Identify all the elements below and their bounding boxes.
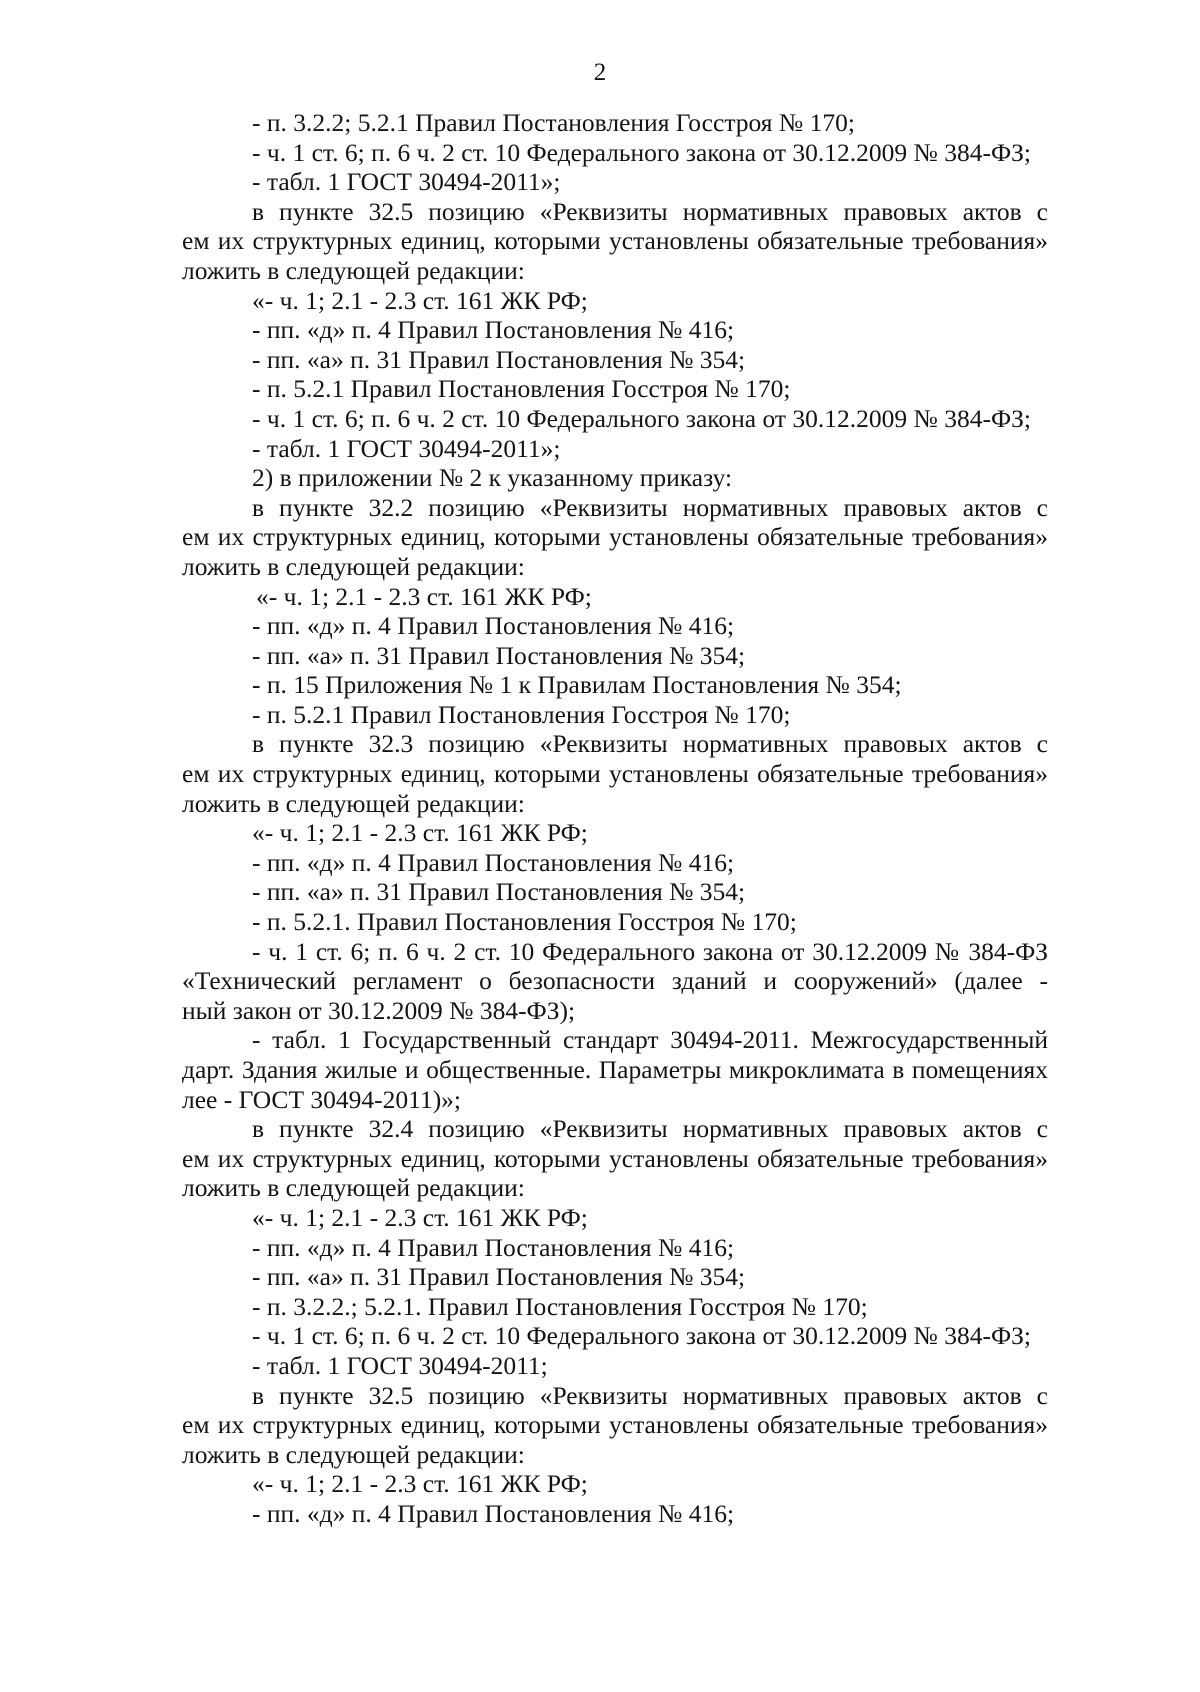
text-line: - пп. «д» п. 4 Правил Постановления № 416; bbox=[252, 611, 735, 641]
text-line: ем их структурных единиц, которыми установлены обязательные требования» bbox=[182, 759, 1048, 789]
text-line: лее - ГОСТ 30494-2011)»; bbox=[182, 1084, 462, 1114]
text-line: «- ч. 1; 2.1 - 2.3 ст. 161 ЖК РФ; bbox=[252, 818, 588, 848]
text-line: - табл. 1 ГОСТ 30494-2011; bbox=[252, 1350, 548, 1380]
text-line: ложить в следующей редакции: bbox=[182, 255, 525, 285]
text-line: ложить в следующей редакции: bbox=[182, 1439, 525, 1469]
text-line: - пп. «д» п. 4 Правил Постановления № 416; bbox=[252, 847, 735, 877]
text-line: - пп. «а» п. 31 Правил Постановления № 354; bbox=[252, 1262, 746, 1292]
text-line: «- ч. 1; 2.1 - 2.3 ст. 161 ЖК РФ; bbox=[252, 1469, 588, 1499]
text-line: - п. 5.2.1. Правил Постановления Госстроя № 170; bbox=[252, 907, 797, 937]
text-line: дарт. Здания жилые и общественные. Параметры микроклимата в помещениях bbox=[182, 1055, 1048, 1084]
text-line: - п. 5.2.1 Правил Постановления Госстроя № 170; bbox=[252, 699, 791, 729]
text-line: ный закон от 30.12.2009 № 384-ФЗ); bbox=[182, 995, 576, 1025]
document-body bbox=[182, 108, 1048, 1529]
text-line: ем их структурных единиц, которыми установлены обязательные требования» bbox=[182, 226, 1048, 256]
text-line: в пункте 32.4 позицию «Реквизиты нормативных правовых актов с bbox=[252, 1114, 1048, 1144]
text-line: «Технический регламент о безопасности зданий и сооружений» (далее - bbox=[182, 966, 1048, 996]
text-line: - ч. 1 ст. 6; п. 6 ч. 2 ст. 10 Федерального закона от 30.12.2009 № 384-ФЗ; bbox=[252, 1321, 1031, 1351]
text-line: «- ч. 1; 2.1 - 2.3 ст. 161 ЖК РФ; bbox=[256, 581, 592, 611]
text-line: - ч. 1 ст. 6; п. 6 ч. 2 ст. 10 Федерального закона от 30.12.2009 № 384-ФЗ; bbox=[252, 137, 1031, 167]
text-line: «- ч. 1; 2.1 - 2.3 ст. 161 ЖК РФ; bbox=[252, 285, 588, 315]
text-line: - пп. «а» п. 31 Правил Постановления № 354; bbox=[252, 877, 746, 907]
text-line: ложить в следующей редакции: bbox=[182, 551, 525, 581]
text-line: ложить в следующей редакции: bbox=[182, 788, 525, 818]
text-line: 2) в приложении № 2 к указанному приказу: bbox=[252, 463, 733, 493]
text-line: - пп. «д» п. 4 Правил Постановления № 416; bbox=[252, 315, 735, 345]
text-line: - пп. «д» п. 4 Правил Постановления № 416; bbox=[252, 1232, 735, 1262]
text-line: в пункте 32.5 позицию «Реквизиты нормативных правовых актов с bbox=[252, 1380, 1048, 1410]
text-line: в пункте 32.3 позицию «Реквизиты нормативных правовых актов с bbox=[252, 729, 1048, 759]
text-line: - табл. 1 Государственный стандарт 30494-2011. Межгосударственный bbox=[252, 1025, 1048, 1055]
text-line: «- ч. 1; 2.1 - 2.3 ст. 161 ЖК РФ; bbox=[252, 1202, 588, 1232]
text-line: ложить в следующей редакции: bbox=[182, 1173, 525, 1203]
text-line: ем их структурных единиц, которыми установлены обязательные требования» bbox=[182, 1143, 1048, 1173]
text-line: - ч. 1 ст. 6; п. 6 ч. 2 ст. 10 Федерального закона от 30.12.2009 № 384-ФЗ bbox=[252, 936, 1048, 966]
text-line: - п. 3.2.2.; 5.2.1. Правил Постановления Госстроя № 170; bbox=[252, 1291, 868, 1321]
text-line: - пп. «д» п. 4 Правил Постановления № 416; bbox=[252, 1498, 735, 1528]
text-line: в пункте 32.2 позицию «Реквизиты нормативных правовых актов с bbox=[252, 492, 1048, 522]
text-line: - ч. 1 ст. 6; п. 6 ч. 2 ст. 10 Федерального закона от 30.12.2009 № 384-ФЗ; bbox=[252, 403, 1031, 433]
text-line: - п. 15 Приложения № 1 к Правилам Постановления № 354; bbox=[252, 670, 902, 700]
text-line: - табл. 1 ГОСТ 30494-2011»; bbox=[252, 433, 561, 463]
text-line: в пункте 32.5 позицию «Реквизиты нормативных правовых актов с bbox=[252, 196, 1048, 226]
text-line: - п. 5.2.1 Правил Постановления Госстроя № 170; bbox=[252, 374, 791, 404]
text-line: - п. 3.2.2; 5.2.1 Правил Постановления Госстроя № 170; bbox=[252, 108, 855, 137]
text-line: - пп. «а» п. 31 Правил Постановления № 354; bbox=[252, 344, 746, 374]
text-line: ем их структурных единиц, которыми установлены обязательные требования» bbox=[182, 1410, 1048, 1440]
text-line: - пп. «а» п. 31 Правил Постановления № 354; bbox=[252, 640, 746, 670]
page-number: 2 bbox=[593, 59, 607, 86]
text-line: ем их структурных единиц, которыми установлены обязательные требования» bbox=[182, 522, 1048, 552]
text-line: - табл. 1 ГОСТ 30494-2011»; bbox=[252, 167, 561, 197]
